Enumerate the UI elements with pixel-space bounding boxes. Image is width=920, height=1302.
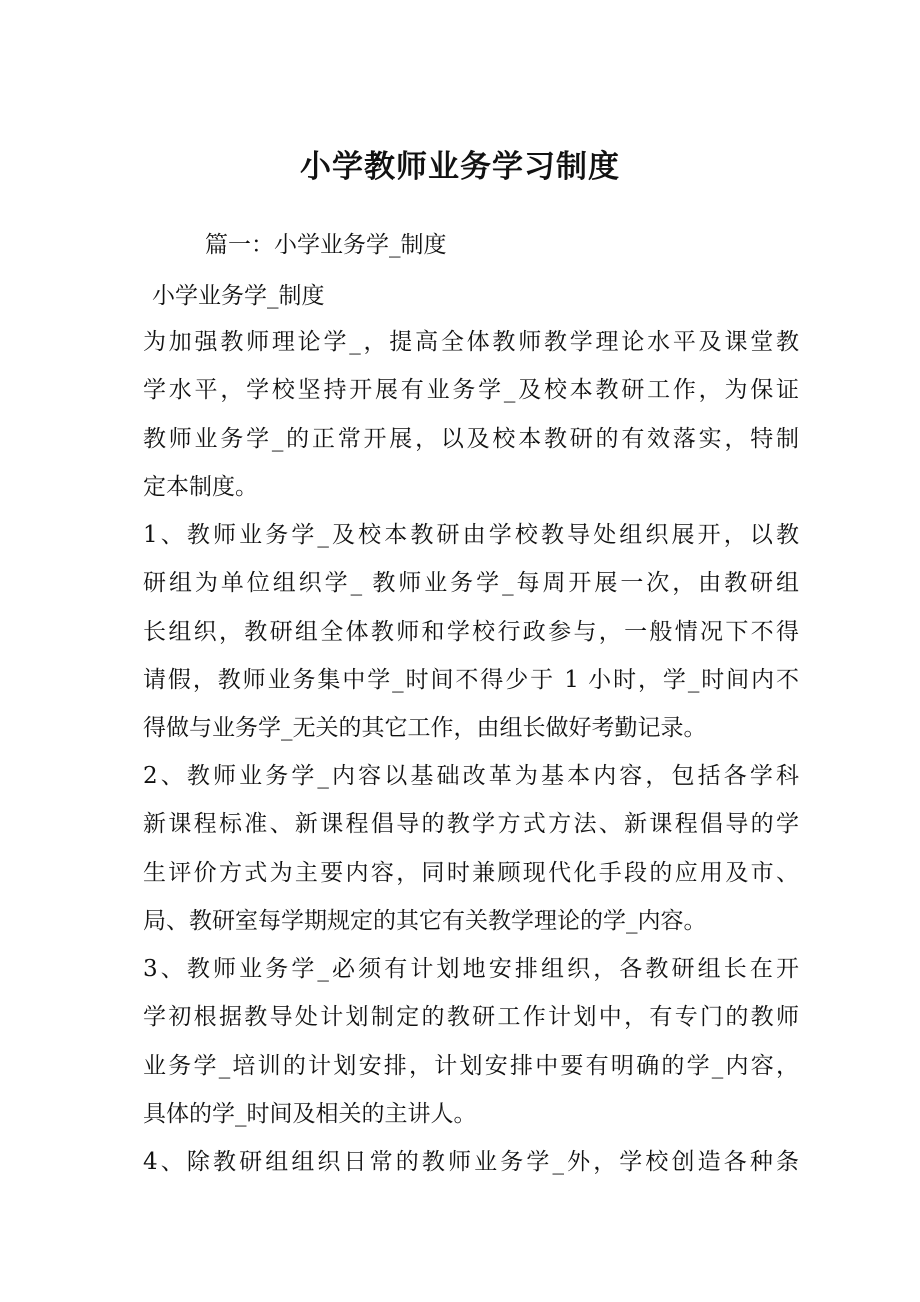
paragraph-line: 得做与业务学_无关的其它工作，由组长做好考勤记录。 xyxy=(143,715,707,741)
paragraph-line: 为加强教师理论学_，提高全体教师教学理论水平及课堂教 xyxy=(143,329,799,355)
paragraph-line: 定本制度。 xyxy=(143,474,258,500)
paragraph-line: 学水平，学校坚持开展有业务学_及校本教研工作，为保证 xyxy=(143,377,799,403)
paragraph-line: 局、教研室每学期规定的其它有关教学理论的学_内容。 xyxy=(143,908,707,934)
paragraph-line: 4、除教研组组织日常的教师业务学_外，学校创造各种条 xyxy=(143,1149,799,1175)
paragraph-line: 长组织，教研组全体教师和学校行政参与，一般情况下不得 xyxy=(143,619,799,645)
paragraph-line: 研组为单位组织学_ 教师业务学_每周开展一次，由教研组 xyxy=(143,570,799,596)
paragraph-line: 业务学_培训的计划安排，计划安排中要有明确的学_内容， xyxy=(143,1053,799,1079)
section-heading: 篇一：小学业务学_制度 xyxy=(205,232,447,258)
paragraph-line: 1、教师业务学_及校本教研由学校教导处组织展开，以教 xyxy=(143,522,799,548)
sub-heading: 小学业务学_制度 xyxy=(152,283,325,309)
document-title: 小学教师业务学习制度 xyxy=(300,149,620,185)
paragraph-line: 教师业务学_的正常开展，以及校本教研的有效落实，特制 xyxy=(143,426,799,452)
paragraph-line: 2、教师业务学_内容以基础改革为基本内容，包括各学科 xyxy=(143,763,799,789)
paragraph-line: 请假，教师业务集中学_时间不得少于 1 小时，学_时间内不 xyxy=(143,667,799,693)
paragraph-line: 生评价方式为主要内容，同时兼顾现代化手段的应用及市、 xyxy=(143,860,799,886)
paragraph-line: 具体的学_时间及相关的主讲人。 xyxy=(143,1101,477,1127)
paragraph-line: 3、教师业务学_必须有计划地安排组织，各教研组长在开 xyxy=(143,956,799,982)
paragraph-line: 学初根据教导处计划制定的教研工作计划中，有专门的教师 xyxy=(143,1004,799,1030)
paragraph-line: 新课程标准、新课程倡导的教学方式方法、新课程倡导的学 xyxy=(143,811,799,837)
